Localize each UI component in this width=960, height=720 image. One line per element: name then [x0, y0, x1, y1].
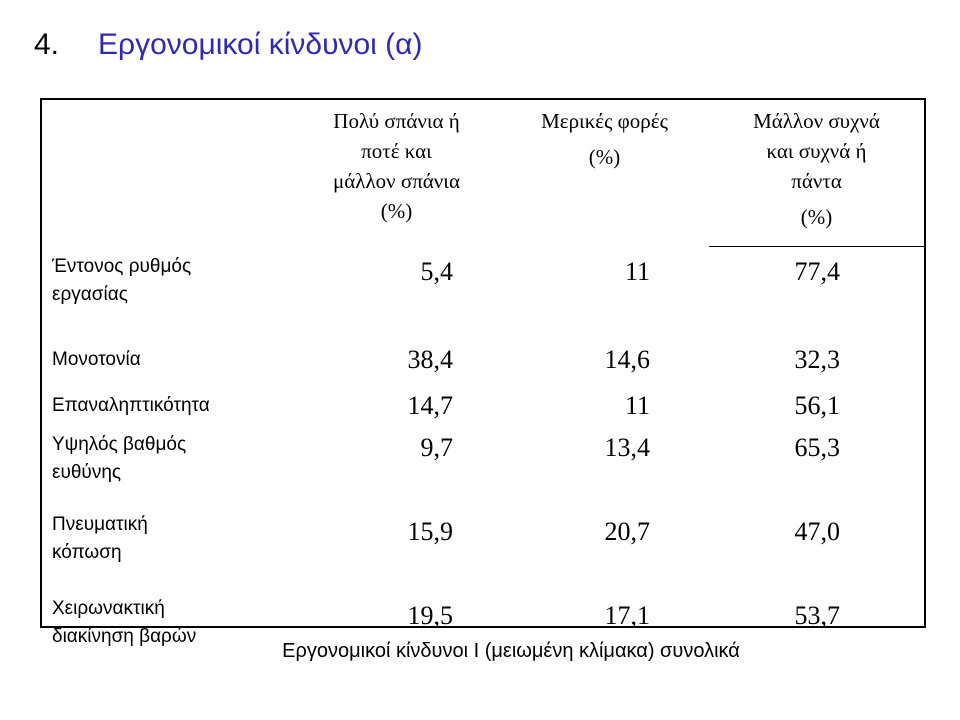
value-cell: 32,3 — [794, 345, 840, 374]
value-cell: 9,7 — [420, 433, 453, 462]
row-label — [42, 247, 293, 336]
row-label-line: Επαναληπτικότητα — [52, 395, 210, 416]
table-row — [42, 385, 924, 427]
slide-title — [34, 28, 423, 72]
ergonomic-risk-table — [42, 100, 924, 675]
row-label — [42, 335, 293, 385]
row-label-line: διακίνηση βαρών — [52, 626, 197, 647]
row-label — [42, 427, 293, 507]
value-cell: 14,7 — [407, 391, 453, 420]
value-cell: 15,9 — [407, 517, 453, 546]
value-cell: 17,1 — [604, 601, 650, 630]
header-line: πάντα — [791, 169, 842, 193]
row-label-line: Πνευματική — [52, 514, 148, 535]
row-label-line: ευθύνης — [52, 462, 122, 483]
value-cell: 77,4 — [794, 257, 840, 286]
slide-number: 4. — [34, 28, 60, 61]
row-label-line: Έντονος ρυθμός — [52, 255, 192, 277]
header-line: Μερικές φορές — [541, 109, 668, 133]
table-row — [42, 507, 924, 591]
value-cell: 11 — [624, 256, 650, 286]
value-cell: 11 — [624, 391, 650, 420]
header-unit: (%) — [800, 205, 833, 229]
slide-title-text: Εργονομικοί κίνδυνοι (α) — [98, 28, 423, 61]
header-line: και συχνά ή — [766, 139, 867, 163]
header-line: Μάλλον συχνά — [753, 109, 880, 133]
value-cell: 47,0 — [794, 517, 840, 546]
table-header-row — [42, 100, 924, 247]
value-cell: 20,7 — [604, 517, 650, 546]
header-cell-rarely — [293, 100, 500, 247]
header-line: μάλλον σπάνια — [333, 169, 460, 193]
value-cell: 38,4 — [407, 345, 453, 374]
table-caption: Εργονομικοί κίνδυνοι Ι (μειωμένη κλίμακα) συνολικά — [282, 640, 740, 662]
value-cell: 14,6 — [604, 345, 650, 374]
header-unit: (%) — [588, 145, 621, 169]
header-line: Πολύ σπάνια ή — [333, 109, 460, 133]
row-label-line: Υψηλός βαθμός — [52, 434, 187, 455]
table-row — [42, 427, 924, 507]
risk-table-frame — [40, 98, 926, 647]
header-empty-cell — [42, 100, 293, 247]
table-row — [42, 247, 924, 336]
header-cell-sometimes — [500, 100, 709, 247]
row-label-line: κόπωση — [52, 542, 122, 563]
value-cell: 19,5 — [407, 601, 453, 630]
row-label — [42, 385, 293, 427]
row-label-line: εργασίας — [52, 283, 128, 305]
header-unit: (%) — [380, 199, 413, 223]
header-cell-often — [709, 100, 924, 247]
value-cell: 5,4 — [420, 256, 453, 286]
value-cell: 13,4 — [604, 433, 650, 462]
value-cell: 53,7 — [794, 601, 840, 630]
value-cell: 65,3 — [794, 433, 840, 462]
header-line: ποτέ και — [361, 139, 432, 163]
row-label-line: Μονοτονία — [52, 349, 141, 370]
row-label — [42, 507, 293, 591]
value-cell: 56,1 — [794, 391, 840, 420]
table-row — [42, 335, 924, 385]
row-label-line: Χειρωνακτική — [52, 598, 165, 619]
